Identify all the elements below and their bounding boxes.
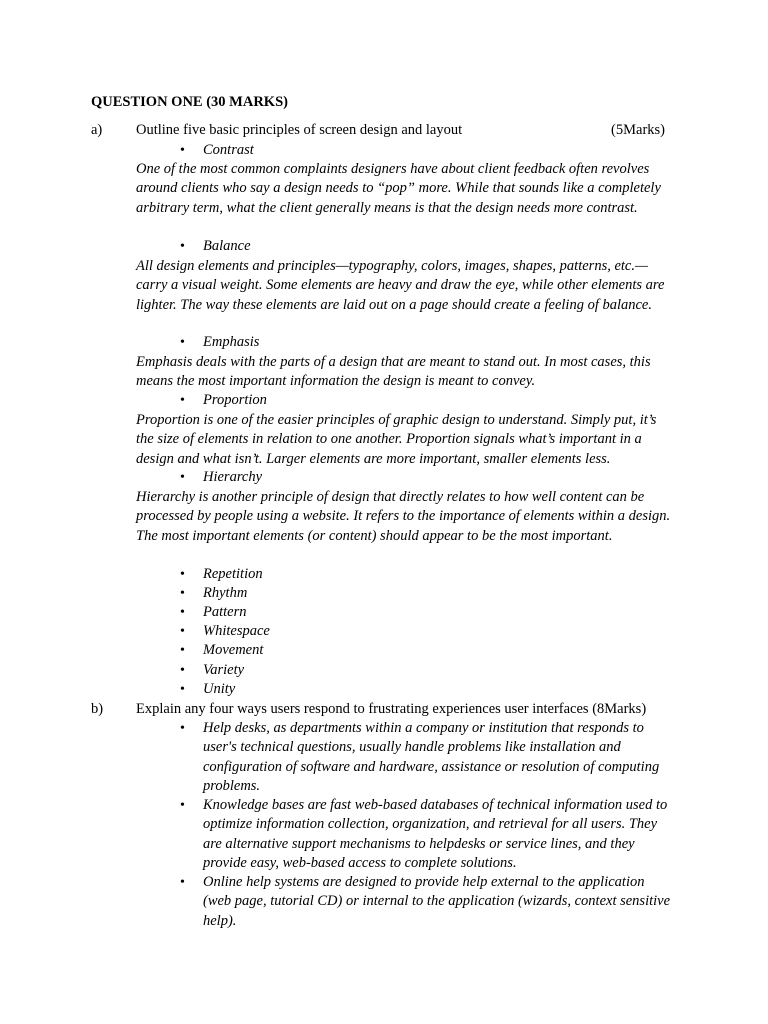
principle-hierarchy-description: Hierarchy is another principle of design that directly relates to how well content can be processed by people using a website. It refers to the importance of elements within a design. The most important elements (or content) should appear to be the most important. [136,489,671,544]
principle-movement: Movement [203,642,264,658]
principle-balance-title: Balance [203,238,251,254]
principle-whitespace: Whitespace [203,623,270,639]
principle-proportion-description: Proportion is one of the easier principles of graphic design to understand. Simply put, it’s the size of elements in relation to one another. Proportion signals what’s important in a design and what isn’t. Larger elements are more important, smaller elements less. [136,412,657,467]
principle-emphasis-title: Emphasis [203,334,260,350]
question-a-text: Outline five basic principles of screen design and layout [136,122,463,138]
principle-balance-description: All design elements and principles—typography, colors, images, shapes, patterns, etc.—carry a visual weight. Some elements are heavy and draw the eye, while other elements are lighter. The way these elements are laid out on a page should create a feeling of balance. [136,258,665,313]
answer-help-desks: Help desks, as departments within a company or institution that responds to user's technical questions, usually handle problems like installation and configuration of software and hardware, assistance or resolution of computing problems. [203,720,660,794]
bullet-icon: • [180,798,185,813]
bullet-icon: • [180,239,185,254]
answer-online-help: Online help systems are designed to provide help external to the application (web page, tutorial CD) or internal to the application (wizards, context sensitive help). [203,874,671,929]
bullet-icon: • [180,643,185,658]
bullet-icon: • [180,721,185,736]
question-b-label: b) [91,701,104,717]
answer-knowledge-bases: Knowledge bases are fast web-based databases of technical information used to optimize information collection, organization, and retrieval for all users. They are alternative support mechanisms to helpdesks or service lines, and they provide easy, web-based access to complete solutions. [203,797,668,871]
bullet-icon: • [180,393,185,408]
principle-pattern: Pattern [203,604,247,620]
principle-emphasis-description: Emphasis deals with the parts of a design that are meant to stand out. In most cases, this means the most important information the design is meant to convey. [136,354,651,390]
bullet-icon: • [180,605,185,620]
principle-variety: Variety [203,662,245,678]
question-b-text: Explain any four ways users respond to frustrating experiences user interfaces (8Marks) [136,701,647,717]
principle-repetition: Repetition [203,566,263,582]
bullet-icon: • [180,567,185,582]
question-a-label: a) [91,122,103,138]
principle-contrast-title: Contrast [203,142,254,158]
bullet-icon: • [180,663,185,678]
bullet-icon: • [180,624,185,639]
bullet-icon: • [180,143,185,158]
principle-unity: Unity [203,681,236,697]
question-heading: QUESTION ONE (30 MARKS) [91,94,288,110]
principle-rhythm: Rhythm [203,585,248,601]
bullet-icon: • [180,586,185,601]
bullet-icon: • [180,470,185,485]
bullet-icon: • [180,682,185,697]
principle-contrast-description: One of the most common complaints designers have about client feedback often revolves around clients who say a design needs to “pop” more. While that sounds like a completely arbitrary term, what the client generally means is that the design needs more contrast. [136,161,661,216]
principle-proportion-title: Proportion [203,392,267,408]
question-a-marks: (5Marks) [611,122,665,138]
bullet-icon: • [180,875,185,890]
bullet-icon: • [180,335,185,350]
principle-hierarchy-title: Hierarchy [203,469,263,485]
